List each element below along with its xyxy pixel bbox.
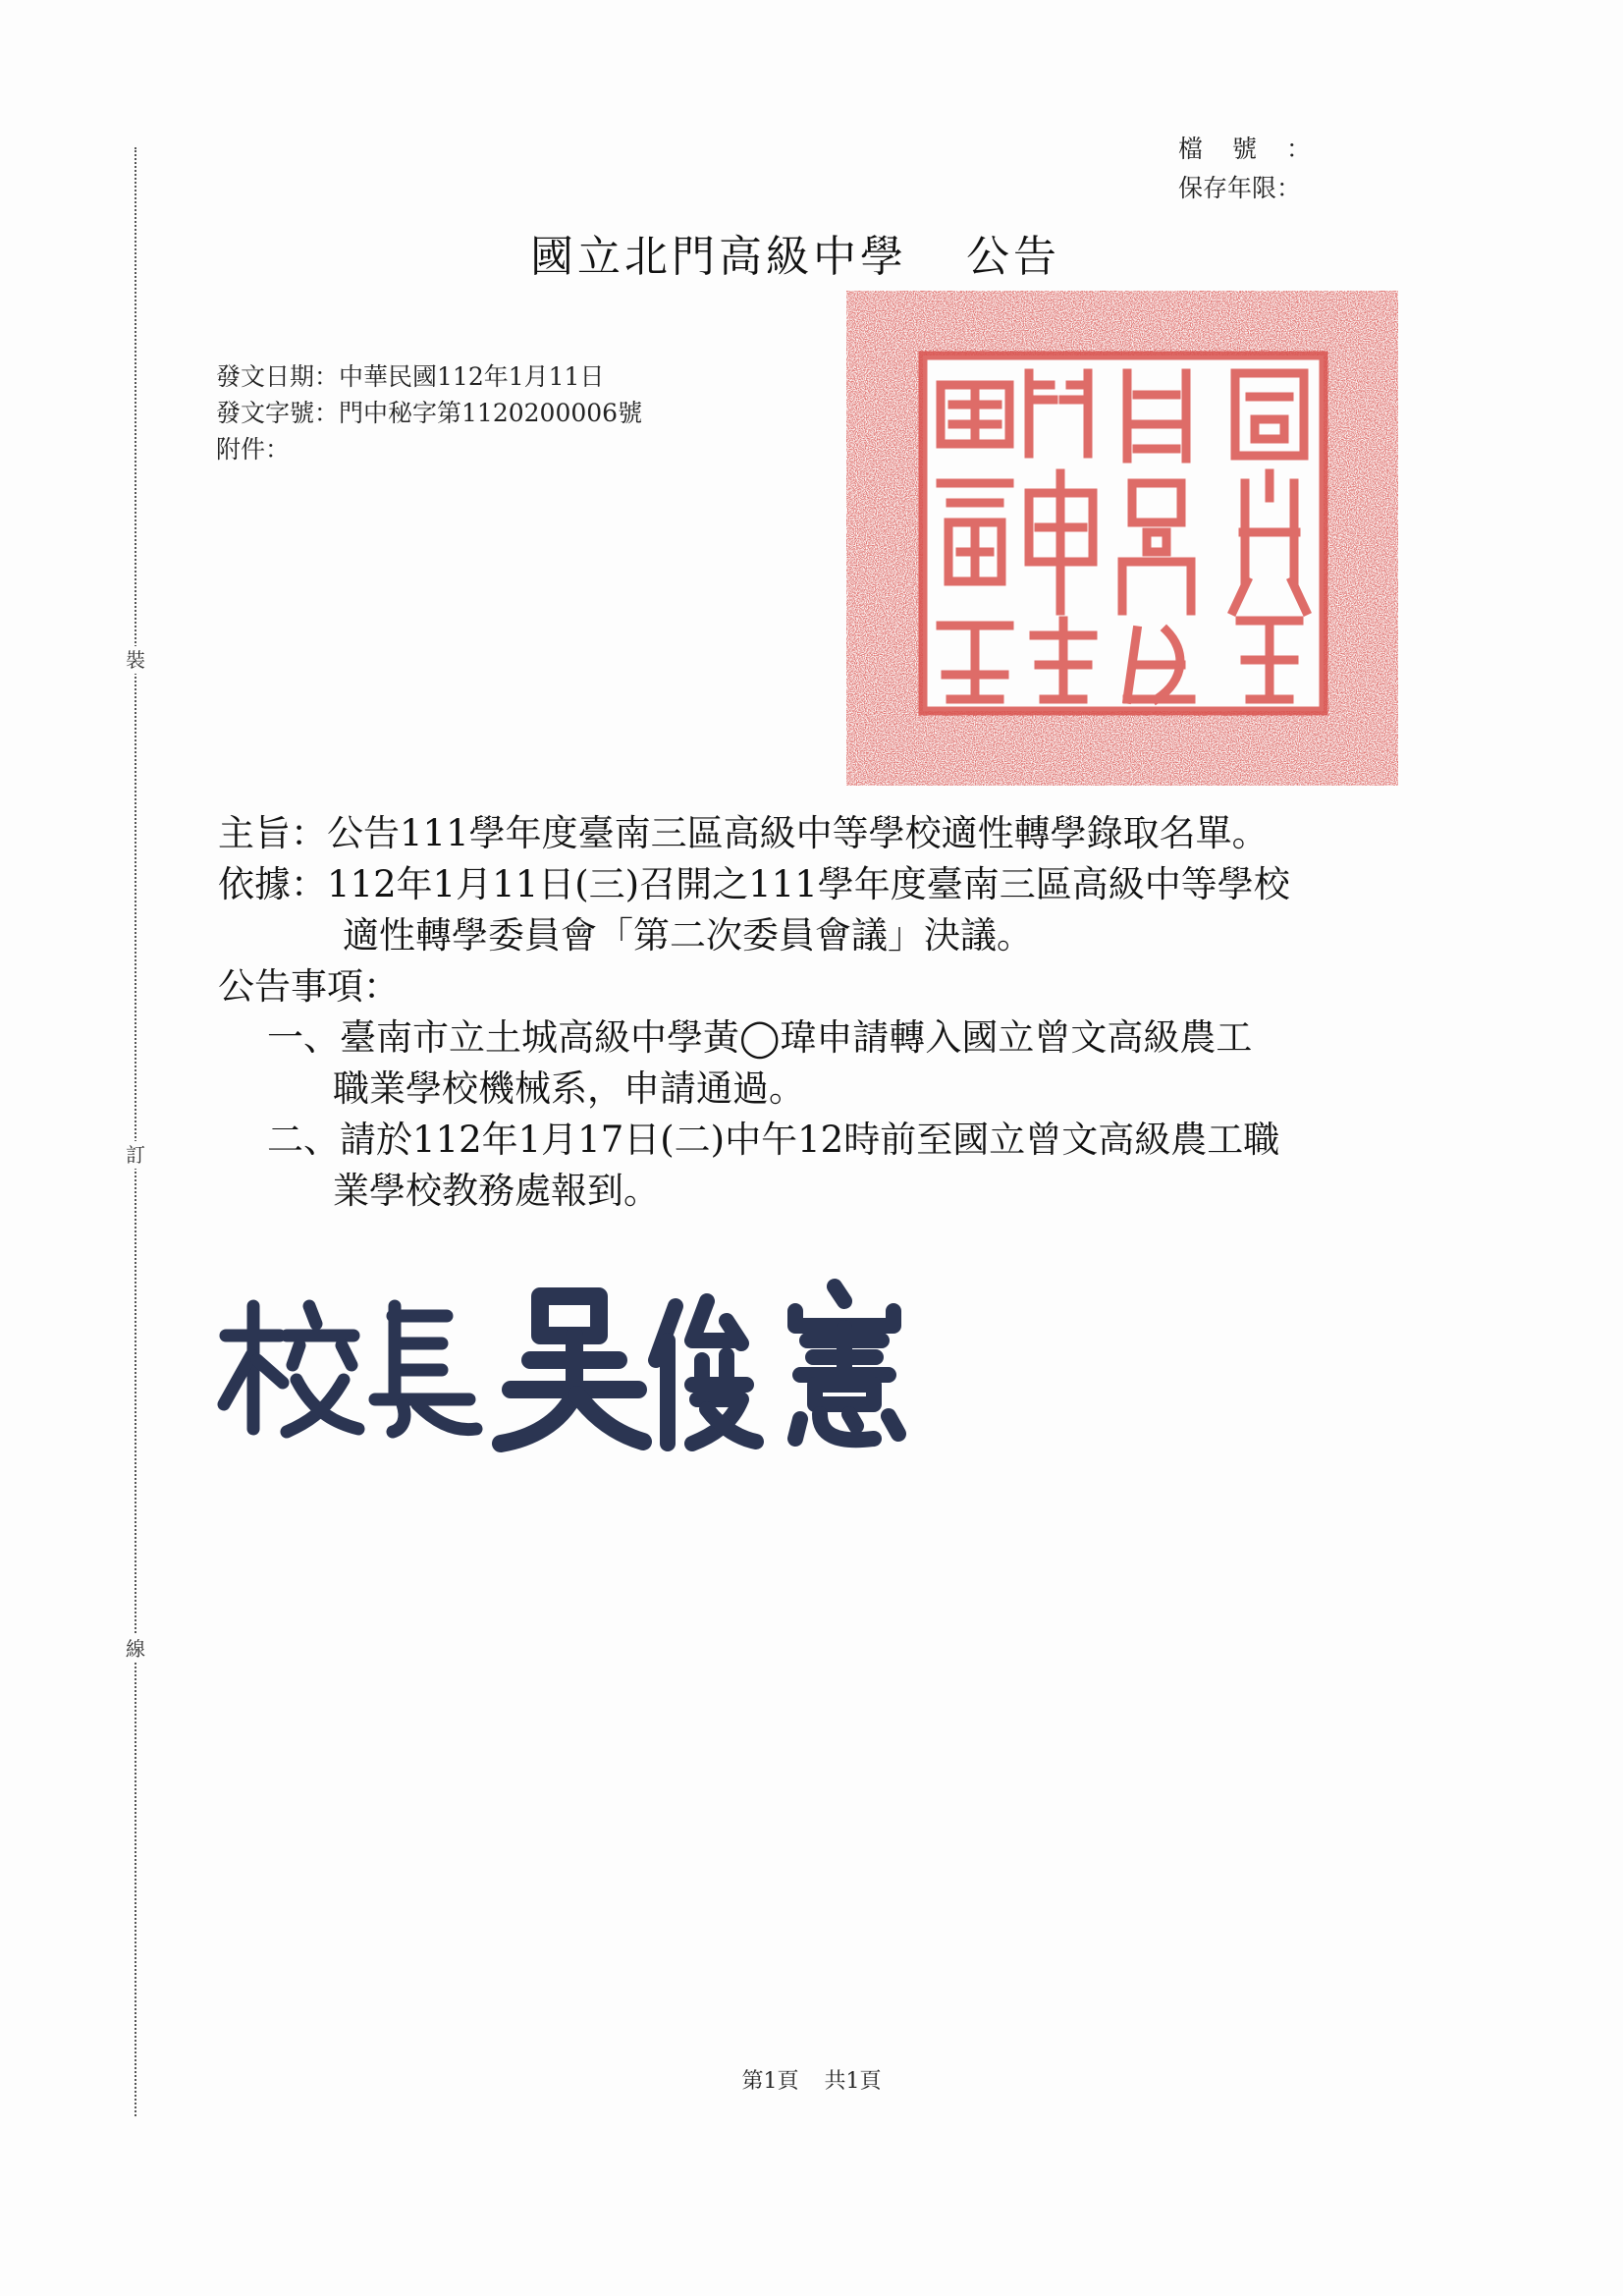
principal-signature <box>206 1267 972 1463</box>
binding-char-xian: 線 <box>122 1635 149 1663</box>
attachment-label: 附件： <box>216 435 291 464</box>
binding-char-ding: 訂 <box>122 1141 149 1169</box>
issue-date-value: 中華民國112年1月11日 <box>339 362 605 391</box>
title-kind: 公告 <box>966 232 1060 282</box>
page-number: 第1頁 <box>741 2069 799 2094</box>
issue-date-row <box>216 358 642 395</box>
binding-char-zhuang: 裝 <box>122 646 149 674</box>
item-2-line-1: 二、請於112年1月17日(二)中午12時前至國立曾文高級農工職 <box>267 1119 1280 1161</box>
binding-line <box>135 147 136 2116</box>
item-1-line-2: 職業學校機械系，申請通過。 <box>333 1067 805 1110</box>
reference-number-row <box>216 395 642 431</box>
issue-date-label: 發文日期： <box>216 362 340 391</box>
title-school: 國立北門高級中學 <box>530 232 907 282</box>
page-total: 共1頁 <box>824 2069 882 2094</box>
item-1-line-1: 一、臺南市立土城高級中學黃◯瑋申請轉入國立曾文高級農工 <box>267 1016 1253 1059</box>
retention-label: 保存年限 <box>1178 174 1277 202</box>
basis-line-2: 適性轉學委員會「第二次委員會議」決議。 <box>343 914 1033 957</box>
retention-colon: ： <box>1276 174 1302 202</box>
file-number-label: 檔號 <box>1178 135 1287 163</box>
reference-number-value: 門中秘字第1120200006號 <box>339 399 643 427</box>
reference-number-label: 發文字號： <box>216 399 340 427</box>
item-2-line-2: 業學校教務處報到。 <box>333 1170 660 1212</box>
file-number-colon: ： <box>1286 135 1312 163</box>
file-info <box>1178 130 1311 208</box>
items-heading: 公告事項： <box>218 965 400 1008</box>
page-footer <box>0 2064 1623 2095</box>
official-seal <box>842 287 1402 790</box>
basis-line-1: 依據：112年1月11日(三)召開之111學年度臺南三區高級中等學校 <box>218 863 1290 905</box>
subject-line: 主旨：公告111學年度臺南三區高級中等學校適性轉學錄取名單。 <box>218 812 1269 854</box>
attachment-row <box>216 431 642 467</box>
announcement-body <box>218 808 1290 1217</box>
document-title <box>530 221 1060 284</box>
file-number-row <box>1178 130 1311 169</box>
issuance-meta <box>216 358 642 467</box>
retention-row <box>1178 169 1311 208</box>
